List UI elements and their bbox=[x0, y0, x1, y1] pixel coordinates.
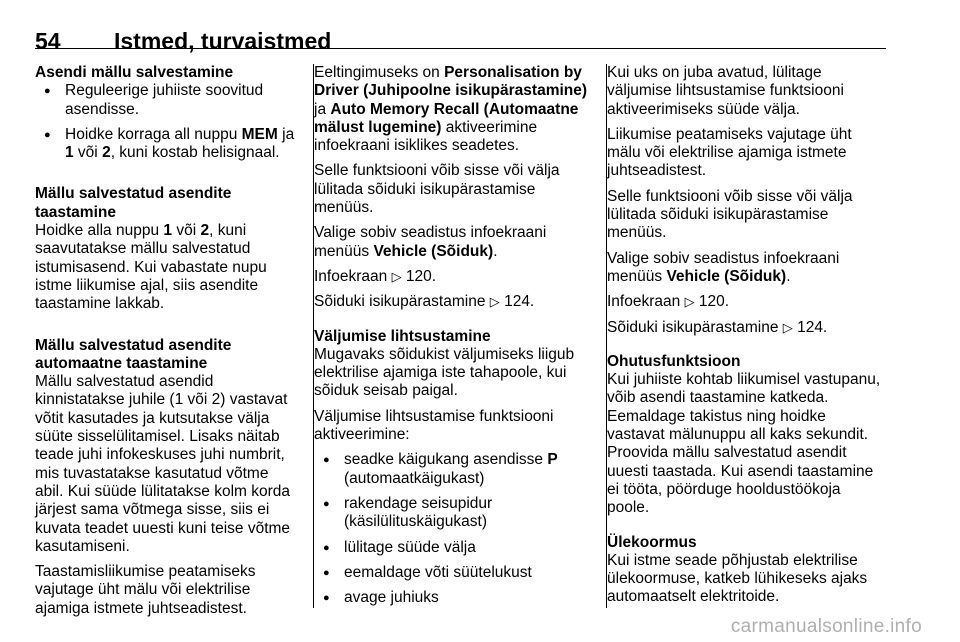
list-item: ● avage juhiuks bbox=[314, 589, 596, 607]
page-header bbox=[35, 14, 886, 54]
list-item: ● Hoidke korraga all nuppu MEM ja 1 või 2, kuni kostab helisignaal. bbox=[35, 126, 300, 163]
column-left bbox=[35, 64, 300, 625]
section-heading-easy-exit: Väljumise lihtsustamine bbox=[314, 327, 491, 345]
reference-arrow-icon: ▷ bbox=[391, 268, 402, 284]
section-heading-restore: Mällu salvestatud asendite taastamine bbox=[35, 185, 232, 221]
page-title: Istmed, turvaistmed bbox=[114, 28, 332, 54]
cross-reference: Sõiduki isikupärastamine ▷ 124. bbox=[607, 318, 828, 336]
reference-arrow-icon: ▷ bbox=[489, 294, 500, 310]
paragraph: Kui uks on juba avatud, lülitage väljumise lihtsustamise funktsiooni aktiveerimiseks süüde välja. bbox=[607, 64, 844, 118]
page-number: 54 bbox=[35, 28, 61, 54]
bullet-list bbox=[35, 82, 300, 162]
paragraph: Väljumise lihtsustamise funktsiooni aktiveerimine: bbox=[314, 407, 554, 444]
paragraph: Valige sobiv seadistus infoekraani menüüs Vehicle (Sõiduk). bbox=[607, 249, 840, 285]
list-item: ● Reguleerige juhiiste soovitud asendisse. bbox=[35, 82, 300, 119]
cross-reference: Sõiduki isikupärastamine ▷ 124. bbox=[314, 293, 535, 311]
paragraph: Kui juhiiste kohtab liikumisel vastupanu, võib asendi taastamine katkeda. Eemaldage takistus ning hoidke vastavat mälunuppu all kaks sekundit. Proovida mällu salvestatud asendit uuesti taastada. Kui asendi taastamine ei tööta, pöörduge hooldustöökoja poole. bbox=[607, 371, 881, 517]
reference-arrow-icon: ▷ bbox=[782, 319, 793, 335]
paragraph: Mugavaks sõidukist väljumiseks liigub elektrilise ajamiga iste tahapoole, kui sõiduk seisab paigal. bbox=[314, 345, 575, 400]
column-middle bbox=[314, 64, 596, 614]
reference-arrow-icon: ▷ bbox=[684, 294, 695, 310]
list-item: ● lülitage süüde välja bbox=[314, 539, 596, 557]
paragraph: Valige sobiv seadistus infoekraani menüüs Vehicle (Sõiduk). bbox=[314, 224, 547, 260]
list-item: ● seadke käigukang asendisse P (automaatkäigukast) bbox=[314, 451, 596, 488]
bullet-list bbox=[314, 451, 596, 607]
section-heading-memory-save: Asendi mällu salvestamine bbox=[35, 64, 234, 81]
paragraph: Mällu salvestatud asendid kinnistatakse juhile (1 või 2) vastavat võtit kasutades ja kutsutakse välja süüte sisselülitamisel. Lisaks näitab teade juhi infokeskuses juhi numbrit, mis tuvastatakse kasutatud võtme abil. Kui süüde lülitatakse kolm korda järjest sama võtmega sisse, siis ei kuvata teadet uuesti kuni teise võtme kasutamiseni. bbox=[35, 373, 291, 555]
paragraph: Selle funktsiooni võib sisse või välja lülitada sõiduki isikupärastamise menüüs. bbox=[314, 162, 560, 217]
cross-reference: Infoekraan ▷ 120. bbox=[607, 293, 730, 311]
list-item: ● rakendage seisupidur (käsilülituskäigukast) bbox=[314, 495, 596, 532]
paragraph: Kui istme seade põhjustab elektrilise ülekoormuse, katkeb lühikeseks ajaks automaatselt elektritoide. bbox=[607, 551, 868, 606]
paragraph: Eeltingimuseks on Personalisation by Driver (Juhipoolne isikupärastamine) ja Auto Memory Recall (Automaatne mälust lugemine) aktiveerimine infoekraani isiklikes seadetes. bbox=[314, 64, 588, 155]
paragraph: Liikumise peatamiseks vajutage üht mälu või elektrilise ajamiga istmete juhtseadistest. bbox=[607, 125, 852, 180]
paragraph: Hoidke alla nuppu 1 või 2, kuni saavutatakse mällu salvestatud istumisasend. Kui vabastate nupu istme liikumise ajal, siis asendite taastamine lakkab. bbox=[35, 222, 267, 313]
watermark: carmanualsonline.info bbox=[730, 616, 922, 637]
section-heading-auto-restore: Mällu salvestatud asendite automaatne taastamine bbox=[35, 336, 232, 372]
paragraph: Selle funktsiooni võib sisse või välja lülitada sõiduki isikupärastamise menüüs. bbox=[607, 187, 853, 242]
section-heading-overload: Ülekoormus bbox=[607, 533, 697, 551]
section-heading-safety: Ohutusfunktsioon bbox=[607, 352, 741, 370]
cross-reference: Infoekraan ▷ 120. bbox=[314, 267, 437, 285]
paragraph: Taastamisliikumise peatamiseks vajutage üht mälu või elektrilise ajamiga istmete juhtseadistest. bbox=[35, 563, 256, 617]
column-right bbox=[607, 64, 887, 614]
list-item: ● eemaldage võti süütelukust bbox=[314, 564, 596, 582]
